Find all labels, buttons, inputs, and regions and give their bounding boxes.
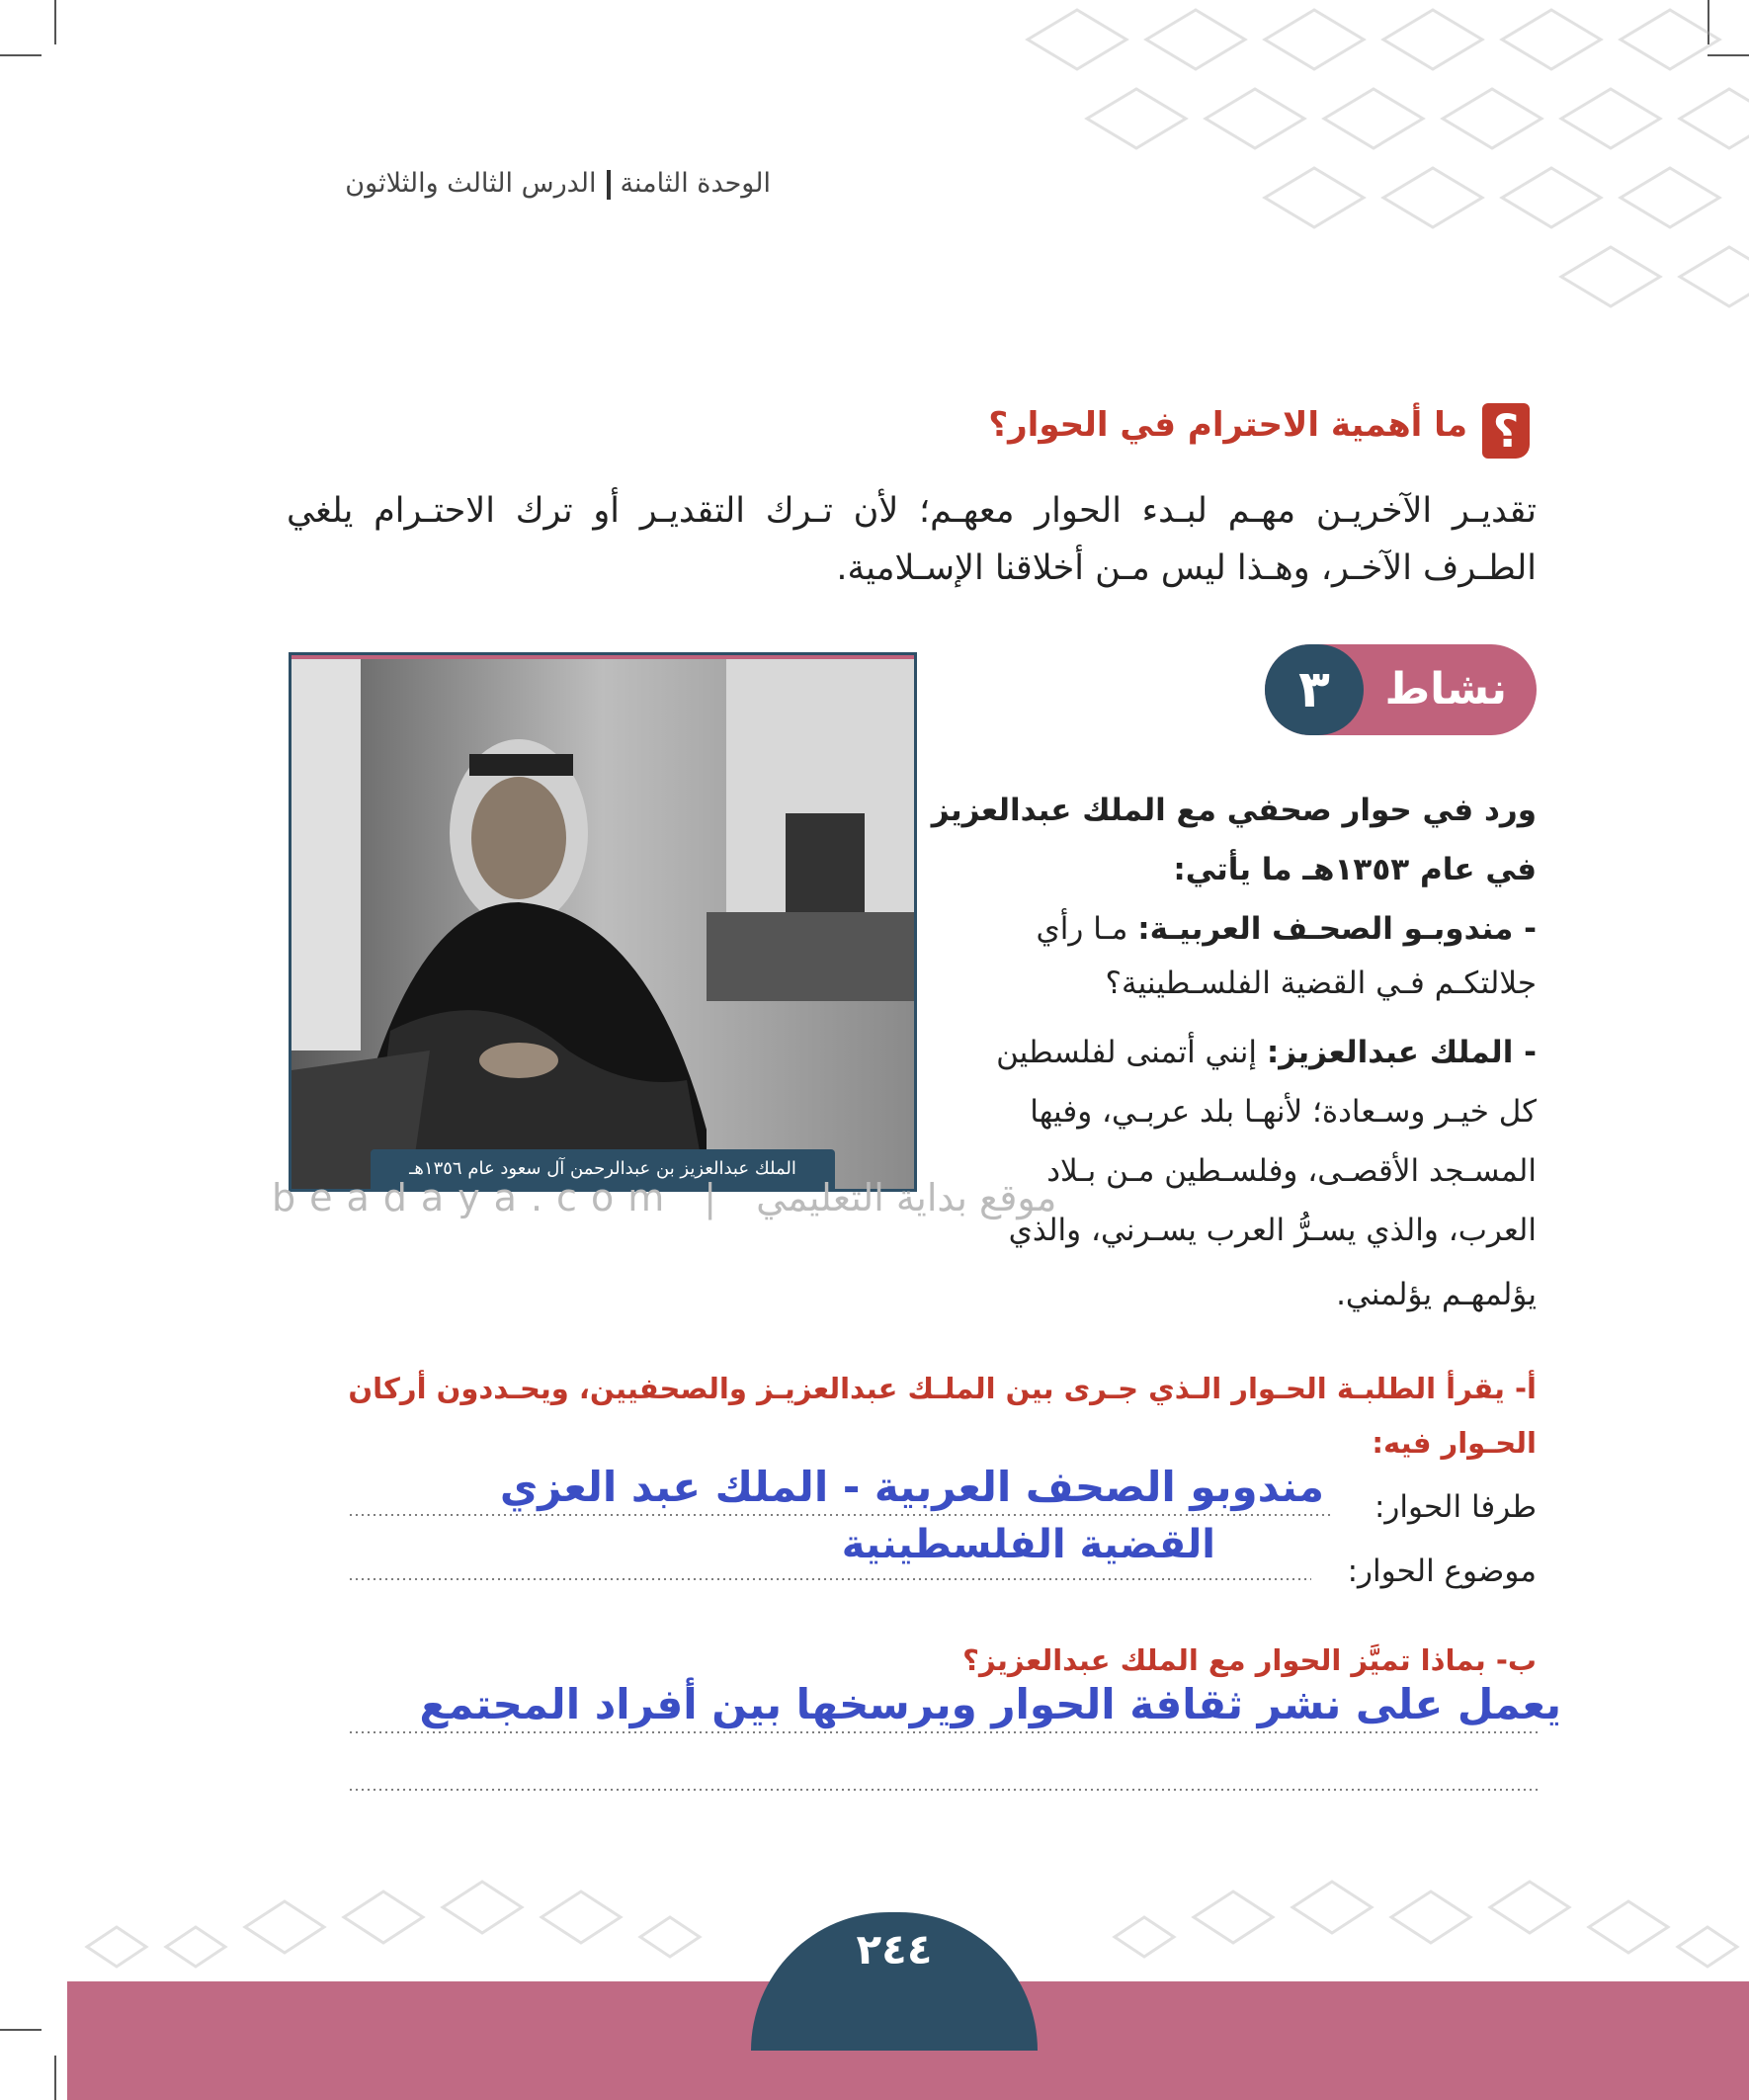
dotted-answer-line: [348, 1789, 1539, 1791]
header-lesson: الدرس الثالث والثلاثون: [345, 168, 597, 199]
activity-intro-line-1: ورد في حوار صحفي مع الملك عبدالعزيز: [931, 793, 1537, 828]
journalist-text: مـا رأي: [1036, 911, 1128, 947]
field-dialogue-topic-answer[interactable]: القضية الفلسطينية: [841, 1522, 1215, 1567]
journalist-question: [949, 899, 1537, 959]
king-speaker: - الملك عبدالعزيز:: [1266, 1035, 1537, 1070]
journalist-speaker: - مندوبـو الصحـف العربيـة:: [1137, 911, 1537, 947]
dotted-answer-line: [348, 1514, 1331, 1516]
photo-accent-bar: [292, 652, 914, 659]
activity-label: نشاط: [1384, 664, 1507, 714]
king-answer-line: يؤلمهـم يؤلمني.: [1336, 1277, 1537, 1312]
activity-intro-line-2: في عام ١٣٥٣هـ ما يأتي:: [1173, 852, 1537, 887]
task-b-prompt: ب- بماذا تميَّز الحوار مع الملك عبدالعزيز؟: [962, 1643, 1537, 1677]
watermark: beadaya.com | موقع بداية التعليمي: [272, 1176, 1057, 1219]
decorative-pattern: [988, 0, 1749, 356]
dotted-answer-line: [348, 1731, 1539, 1733]
activity-badge: [1265, 644, 1537, 735]
question-answer-line-2: الطـرف الآخـر، وهـذا ليس مـن أخلاقنا الإسـلامية.: [836, 548, 1537, 588]
header-separator: [607, 170, 611, 200]
portrait-illustration: [292, 655, 914, 1189]
king-answer-line: المسـجد الأقصـى، وفلسـطين مـن بـلاد: [1046, 1153, 1537, 1189]
king-answer-line: كل خيـر وسـعادة؛ لأنهـا بلد عربـي، وفيها: [1030, 1094, 1537, 1130]
question-answer-line-1: تقديـر الآخريـن مهـم لبـدء الحوار معهـم؛ لأن تـرك التقديـر أو ترك الاحتـرام يلغي: [287, 491, 1537, 531]
crop-mark: [54, 0, 56, 44]
dotted-answer-line: [348, 1578, 1311, 1580]
question-mark-icon: ؟: [1482, 403, 1530, 459]
task-b-answer[interactable]: يعمل على نشر ثقافة الحوار ويرسخها بين أفراد المجتمع: [419, 1680, 1561, 1728]
journalist-question-line-2: جلالتكـم فـي القضية الفلسـطينية؟: [1105, 966, 1537, 1001]
page-header: [287, 168, 771, 200]
king-answer: [949, 1023, 1537, 1082]
page-number: ٢٤٤: [856, 1925, 933, 1974]
crop-mark: [54, 2056, 56, 2100]
field-dialogue-topic-label: موضوع الحوار:: [1347, 1554, 1537, 1589]
field-dialogue-parties-answer[interactable]: مندوبو الصحف العربية - الملك عبد العزي: [499, 1463, 1324, 1511]
crop-mark: [0, 2029, 42, 2031]
king-text: إنني أتمنى لفلسطين: [996, 1035, 1257, 1070]
activity-number: ٣: [1265, 644, 1364, 735]
crop-mark: [0, 54, 42, 56]
question-title: ما أهمية الاحترام في الحوار؟: [988, 405, 1467, 445]
king-photo: [289, 652, 917, 1192]
photo-caption: الملك عبدالعزيز بن عبدالرحمن آل سعود عام ١٣٥٦هـ: [371, 1149, 835, 1189]
task-a-prompt-line-1: أ- يقرأ الطلبـة الحـوار الـذي جـرى بين الملـك عبدالعزيـز والصحفيين، ويحـددون أركان: [348, 1372, 1537, 1405]
task-a-prompt-line-2: الحـوار فيه:: [1372, 1426, 1537, 1460]
field-dialogue-parties-label: طرفا الحوار:: [1374, 1489, 1537, 1525]
header-unit: الوحدة الثامنة: [620, 168, 771, 199]
king-answer-line: العرب، والذي يسـرُّ العرب يسـرني، والذي: [1008, 1213, 1537, 1248]
